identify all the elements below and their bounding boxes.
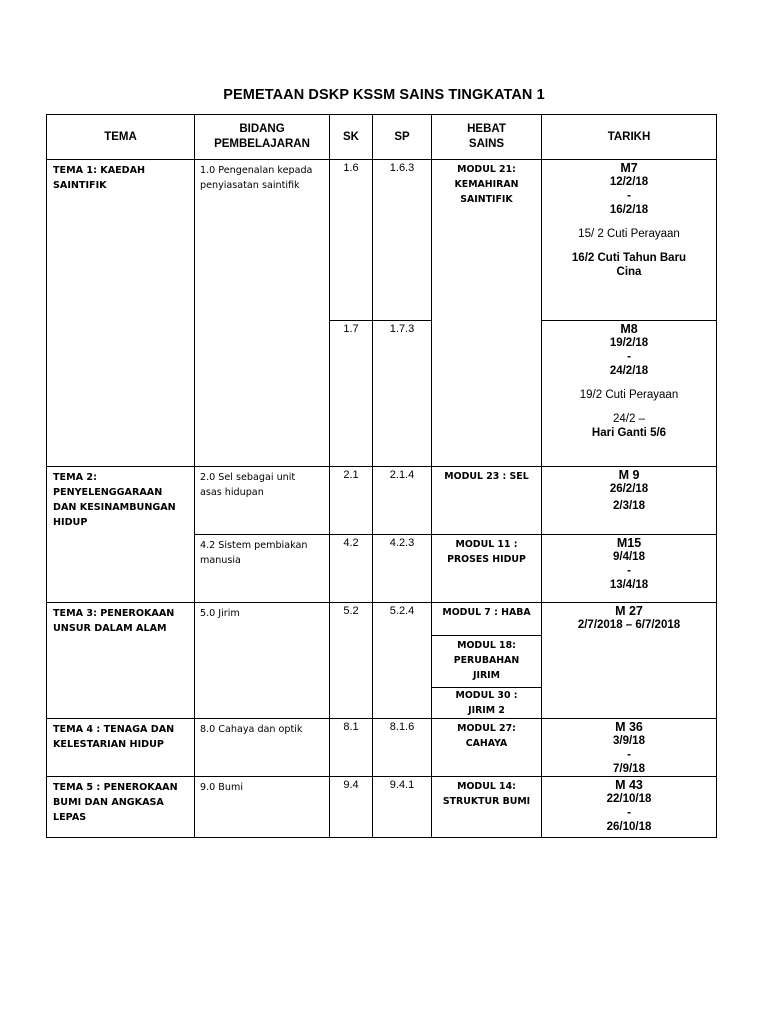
tarikh-cell (542, 535, 717, 603)
sp-cell: 5.2.4 (373, 603, 432, 719)
sp-cell: 1.7.3 (373, 321, 432, 467)
dskp-mapping-table (46, 114, 717, 838)
date-dash: - (627, 565, 631, 577)
sk-cell: 1.6 (330, 160, 373, 321)
tema-line: UNSUR DALAM ALAM (53, 623, 167, 634)
date-start: 19/2/18 (609, 337, 649, 349)
table-row (47, 603, 717, 636)
tarikh-cell (542, 719, 717, 777)
date-start: 22/10/18 (606, 793, 652, 805)
date-start: 12/2/18 (609, 176, 649, 188)
modul-line: CAHAYA (465, 738, 508, 749)
modul-line: PROSES HIDUP (447, 554, 526, 565)
tarikh-cell (542, 160, 717, 321)
minggu-label: M 27 (615, 604, 643, 618)
sp-cell: 4.2.3 (373, 535, 432, 603)
modul-line: STRUKTUR BUMI (442, 796, 531, 807)
date-dash: - (627, 351, 631, 363)
sp-cell: 2.1.4 (373, 467, 432, 535)
date-dash: - (627, 190, 631, 202)
sk-cell: 8.1 (330, 719, 373, 777)
modul-line: MODUL 14: (457, 781, 516, 792)
minggu-label: M 9 (618, 468, 640, 482)
tema-line: PENYELENGGARAAN (53, 487, 163, 498)
sk-cell: 2.1 (330, 467, 373, 535)
date-range: 2/7/2018 – 6/7/2018 (577, 619, 681, 631)
header-bidang-line1: BIDANG (239, 123, 285, 135)
table-row (47, 160, 717, 321)
modul-line: MODUL 11 : (455, 539, 518, 550)
header-tarikh: TARIKH (542, 115, 717, 160)
minggu-label: M 43 (615, 778, 643, 792)
modul-line: MODUL 21: (457, 164, 516, 175)
tema-cell (47, 777, 195, 838)
sp-cell: 9.4.1 (373, 777, 432, 838)
table-row (47, 777, 717, 838)
bidang-line: manusia (200, 555, 241, 566)
tema-line: TEMA 1: KAEDAH (53, 165, 146, 176)
header-sp: SP (373, 115, 432, 160)
tema-cell (47, 467, 195, 603)
modul-line: SAINTIFIK (460, 194, 513, 205)
header-hebat-line2: SAINS (468, 138, 505, 150)
tema-line: TEMA 5 : PENEROKAAN (53, 782, 178, 793)
holiday-note: 19/2 Cuti Perayaan (579, 389, 679, 401)
modul-cell (432, 688, 542, 719)
bidang-cell (195, 160, 330, 467)
bidang-cell (195, 603, 330, 719)
tarikh-cell (542, 603, 717, 719)
header-bidang (195, 115, 330, 160)
date-end: 16/2/18 (609, 204, 649, 216)
date-end: 7/9/18 (613, 763, 645, 775)
header-row (47, 115, 717, 160)
date-end: 26/10/18 (606, 821, 652, 833)
modul-line: JIRIM 2 (468, 705, 505, 716)
minggu-label: M7 (620, 161, 638, 175)
header-sk: SK (330, 115, 373, 160)
modul-line: MODUL 27: (457, 723, 516, 734)
date-dash: - (627, 749, 631, 761)
bidang-cell (195, 719, 330, 777)
modul-cell (432, 535, 542, 603)
tema-line: KELESTARIAN HIDUP (53, 739, 164, 750)
bidang-line: 2.0 Sel sebagai unit (200, 472, 296, 483)
tema-cell (47, 719, 195, 777)
tarikh-cell (542, 777, 717, 838)
holiday-note: 24/2 – (613, 413, 645, 425)
tema-cell (47, 603, 195, 719)
bidang-cell (195, 535, 330, 603)
tema-cell (47, 160, 195, 467)
holiday-note: Hari Ganti 5/6 (591, 427, 667, 439)
sk-cell: 1.7 (330, 321, 373, 467)
tema-line: DAN KESINAMBUNGAN (53, 502, 176, 513)
holiday-note: 15/ 2 Cuti Perayaan (578, 228, 680, 240)
table-row (47, 719, 717, 777)
bidang-line: 5.0 Jirim (200, 608, 240, 619)
tema-line: TEMA 4 : TENAGA DAN (53, 724, 175, 735)
bidang-cell (195, 777, 330, 838)
modul-cell (432, 160, 542, 467)
minggu-label: M 36 (615, 720, 643, 734)
modul-line: MODUL 7 : HABA (442, 607, 531, 618)
tema-line: BUMI DAN ANGKASA (53, 797, 164, 808)
sp-cell: 1.6.3 (373, 160, 432, 321)
modul-line: JIRIM (472, 670, 500, 681)
date-start: 3/9/18 (613, 735, 645, 747)
modul-line: MODUL 18: (457, 640, 516, 651)
modul-cell (432, 777, 542, 838)
modul-cell (432, 467, 542, 535)
date-end: 13/4/18 (609, 579, 649, 591)
modul-line: MODUL 30 : (455, 690, 518, 701)
header-bidang-line2: PEMBELAJARAN (214, 138, 310, 150)
date-end: 24/2/18 (609, 365, 649, 377)
bidang-line: 4.2 Sistem pembiakan (200, 540, 308, 551)
modul-line: PERUBAHAN (453, 655, 520, 666)
date-start: 9/4/18 (613, 551, 645, 563)
tema-line: SAINTIFIK (53, 180, 107, 191)
tema-line: TEMA 3: PENEROKAAN (53, 608, 175, 619)
tema-line: HIDUP (53, 517, 88, 528)
minggu-label: M15 (616, 536, 642, 550)
tema-line: LEPAS (53, 812, 87, 823)
sp-cell: 8.1.6 (373, 719, 432, 777)
tema-line: TEMA 2: (53, 472, 97, 483)
tarikh-cell (542, 321, 717, 467)
holiday-note: 16/2 Cuti Tahun Baru Cina (571, 252, 687, 278)
bidang-line: 8.0 Cahaya dan optik (200, 724, 303, 735)
modul-line: KEMAHIRAN (454, 179, 519, 190)
date-dash: - (627, 807, 631, 819)
modul-cell (432, 719, 542, 777)
bidang-line: 1.0 Pengenalan kepada (200, 165, 313, 176)
table-row (47, 467, 717, 535)
tarikh-cell (542, 467, 717, 535)
page-title: PEMETAAN DSKP KSSM SAINS TINGKATAN 1 (223, 87, 545, 103)
bidang-line: 9.0 Bumi (200, 782, 243, 793)
date-end: 2/3/18 (613, 500, 645, 512)
modul-cell (432, 636, 542, 688)
bidang-cell (195, 467, 330, 535)
modul-line: MODUL 23 : SEL (444, 471, 529, 482)
date-start: 26/2/18 (609, 483, 649, 495)
header-hebat-sains (432, 115, 542, 160)
sk-cell: 9.4 (330, 777, 373, 838)
modul-cell (432, 603, 542, 636)
sk-cell: 5.2 (330, 603, 373, 719)
bidang-line: penyiasatan saintifik (200, 180, 300, 191)
minggu-label: M8 (620, 322, 638, 336)
header-hebat-line1: HEBAT (467, 123, 506, 135)
sk-cell: 4.2 (330, 535, 373, 603)
header-tema: TEMA (47, 115, 195, 160)
bidang-line: asas hidupan (200, 487, 264, 498)
